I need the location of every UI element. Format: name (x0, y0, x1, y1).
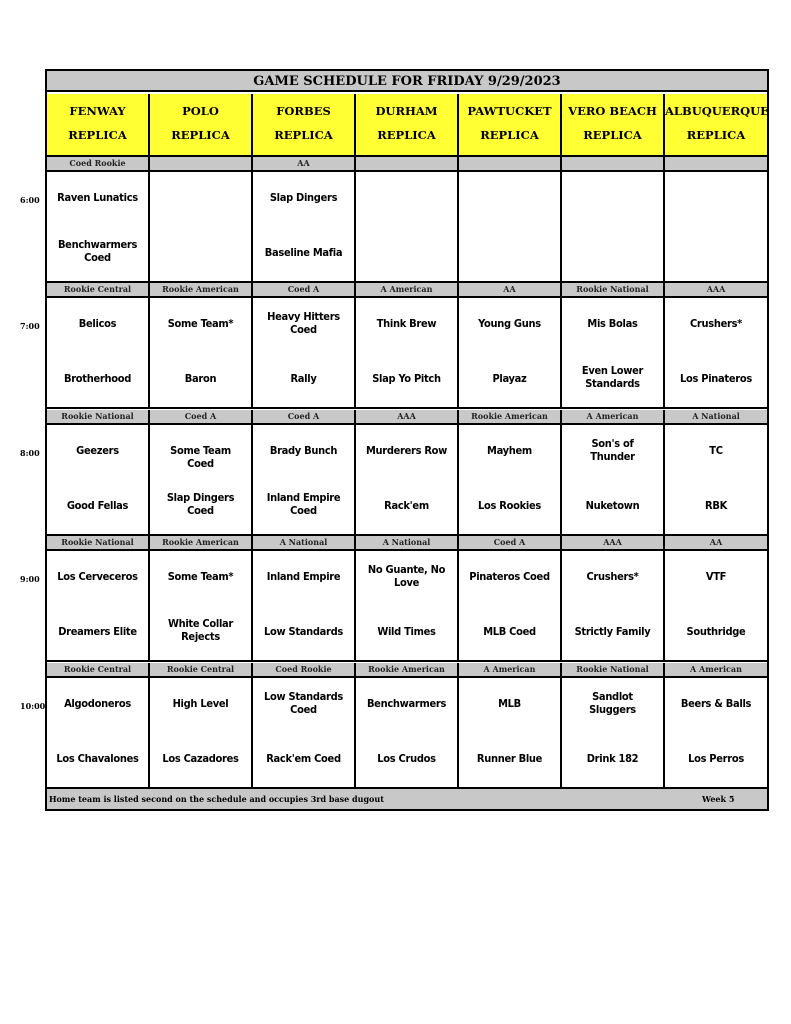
game-cell (665, 172, 767, 283)
time-label: 7:00 (20, 321, 40, 332)
division-label: A National (356, 536, 459, 551)
away-team: Murderers Row (365, 443, 448, 457)
home-team: Los Cazadores (162, 751, 239, 765)
away-team: Benchwarmers (366, 696, 447, 710)
field-header (150, 94, 253, 157)
home-team: Rack'em (384, 498, 429, 512)
home-team: Runner Blue (476, 751, 543, 765)
game-cell (150, 551, 253, 662)
away-team: TC (709, 443, 723, 457)
away-team: Slap Dingers (269, 191, 338, 204)
away-team: Algodoneros (64, 696, 131, 710)
home-team: Slap Yo Pitch (372, 372, 441, 386)
division-label: Rookie Central (47, 283, 150, 298)
field-subtitle: REPLICA (68, 128, 127, 142)
division-label: Rookie American (150, 536, 253, 551)
away-team: Brady Bunch (269, 443, 338, 457)
home-team: Baron (184, 372, 217, 386)
division-label: A National (665, 410, 767, 425)
field-subtitle: REPLICA (377, 128, 436, 142)
home-team: Low Standards (264, 625, 343, 639)
division-label: Rookie National (47, 536, 150, 551)
game-cell (47, 678, 150, 789)
game-cell (665, 678, 767, 789)
game-cell (150, 172, 253, 283)
division-label: A National (253, 536, 356, 551)
home-team: Los Rookies (478, 498, 541, 512)
game-cell (562, 172, 665, 283)
field-header (356, 94, 459, 157)
field-header (562, 94, 665, 157)
game-cell (47, 425, 150, 536)
field-header (253, 94, 356, 157)
division-label (356, 157, 459, 172)
home-team: Brotherhood (63, 372, 132, 386)
game-cell (253, 551, 356, 662)
home-team: Strictly Family (574, 625, 651, 639)
division-label: Rookie Central (47, 663, 150, 678)
home-team: Nuketown (585, 498, 640, 512)
division-label: Coed Rookie (47, 157, 150, 172)
division-label: AAA (356, 410, 459, 425)
game-cell (562, 298, 665, 409)
field-name: PAWTUCKET (467, 104, 552, 118)
time-label: 10:00 (20, 700, 46, 711)
division-label: AA (665, 536, 767, 551)
game-cell (47, 298, 150, 409)
away-team: Heavy Hitters Coed (267, 310, 340, 337)
division-label: A American (459, 663, 562, 678)
away-team: MLB (498, 696, 521, 710)
home-team: Southridge (686, 625, 746, 639)
away-team: Raven Lunatics (57, 191, 138, 204)
schedule-footer (47, 789, 767, 809)
away-team: Some Team Coed (170, 443, 231, 470)
home-team: Drink 182 (586, 751, 639, 765)
game-cell (356, 678, 459, 789)
schedule-title: GAME SCHEDULE FOR FRIDAY 9/29/2023 (47, 71, 767, 92)
home-team: MLB Coed (483, 625, 536, 639)
division-label: Rookie National (47, 410, 150, 425)
division-label: Rookie Central (150, 663, 253, 678)
game-cell (459, 551, 562, 662)
division-label: Coed A (253, 410, 356, 425)
game-cell (47, 172, 150, 283)
division-label: Rookie National (562, 283, 665, 298)
division-label: A American (562, 410, 665, 425)
field-name: VERO BEACH (568, 104, 657, 118)
field-name: FENWAY (69, 104, 126, 118)
home-team: Playaz (492, 372, 527, 386)
home-team: Inland Empire Coed (266, 490, 341, 517)
division-label: Coed Rookie (253, 663, 356, 678)
home-team: Rally (290, 372, 317, 386)
division-label (459, 157, 562, 172)
game-cell (665, 298, 767, 409)
game-cell (253, 298, 356, 409)
field-header (665, 94, 767, 157)
away-team: Beers & Balls (680, 696, 752, 710)
away-team: Mayhem (487, 443, 532, 457)
home-team: White Collar Rejects (167, 617, 234, 644)
field-name: FORBES (276, 104, 331, 118)
game-cell (665, 551, 767, 662)
field-subtitle: REPLICA (171, 128, 230, 142)
field-name: POLO (182, 104, 219, 118)
away-team: Geezers (76, 443, 119, 457)
home-team: Los Crudos (377, 751, 436, 765)
game-cell (253, 425, 356, 536)
week-label: Week 5 (702, 794, 735, 804)
game-cell (459, 425, 562, 536)
game-cell (253, 678, 356, 789)
game-cell (253, 172, 356, 283)
game-cell (356, 298, 459, 409)
away-team: VTF (705, 570, 727, 584)
division-label: Coed A (459, 536, 562, 551)
home-team: RBK (705, 498, 727, 512)
division-label: AAA (665, 283, 767, 298)
home-team: Los Pinateros (680, 372, 752, 386)
field-subtitle: REPLICA (480, 128, 539, 142)
home-team: Rack'em Coed (266, 751, 341, 765)
home-team: Los Chavalones (56, 751, 139, 765)
field-header (459, 94, 562, 157)
time-label: 6:00 (20, 195, 40, 205)
division-label (665, 157, 767, 172)
field-header (47, 94, 150, 157)
game-cell (150, 678, 253, 789)
division-label: A American (665, 663, 767, 678)
division-label: AA (459, 283, 562, 298)
field-subtitle: REPLICA (274, 128, 333, 142)
away-team: High Level (172, 696, 229, 710)
division-label: Coed A (150, 410, 253, 425)
division-label: Coed A (253, 283, 356, 298)
away-team: Mis Bolas (587, 317, 638, 331)
time-label: 9:00 (20, 574, 40, 585)
home-team: Dreamers Elite (58, 625, 137, 639)
game-cell (562, 551, 665, 662)
division-label: Rookie American (356, 663, 459, 678)
home-team: Slap Dingers Coed (166, 490, 235, 517)
home-team: Benchwarmers Coed (57, 238, 138, 264)
division-label: AAA (562, 536, 665, 551)
time-label: 8:00 (20, 447, 40, 458)
game-cell (356, 551, 459, 662)
game-cell (356, 172, 459, 283)
division-label: Rookie National (562, 663, 665, 678)
division-label (562, 157, 665, 172)
division-label: Rookie American (150, 283, 253, 298)
game-cell (150, 425, 253, 536)
game-cell (562, 678, 665, 789)
division-label: A American (356, 283, 459, 298)
division-label: AA (253, 157, 356, 172)
home-team: Baseline Mafia (264, 246, 343, 259)
game-cell (356, 425, 459, 536)
footer-note: Home team is listed second on the schedule and occupies 3rd base dugout (49, 794, 384, 804)
schedule-table (45, 69, 769, 811)
game-cell (562, 425, 665, 536)
away-team: Low Standards Coed (264, 689, 343, 716)
away-team: Pinateros Coed (469, 570, 550, 584)
away-team: Crushers* (586, 570, 639, 584)
field-name: ALBUQUERQUE (665, 104, 769, 118)
field-name: DURHAM (375, 104, 438, 118)
away-team: Son's of Thunder (590, 436, 635, 463)
division-label: Rookie American (459, 410, 562, 425)
game-cell (459, 172, 562, 283)
game-cell (665, 425, 767, 536)
division-label (150, 157, 253, 172)
home-team: Los Perros (688, 751, 744, 765)
game-cell (150, 298, 253, 409)
game-cell (459, 298, 562, 409)
away-team: Los Cerveceros (57, 570, 138, 584)
away-team: Crushers* (689, 317, 743, 331)
away-team: Some Team* (167, 570, 234, 584)
away-team: Think Brew (376, 317, 437, 331)
away-team: Young Guns (478, 317, 541, 331)
field-subtitle: REPLICA (583, 128, 642, 142)
home-team: Wild Times (377, 625, 436, 639)
field-subtitle: REPLICA (686, 128, 746, 142)
away-team: No Guante, No Love (367, 563, 446, 590)
away-team: Sandlot Sluggers (589, 689, 636, 716)
home-team: Good Fellas (66, 498, 129, 512)
game-cell (47, 551, 150, 662)
away-team: Some Team* (167, 317, 234, 331)
away-team: Belicos (78, 317, 117, 331)
home-team: Even Lower Standards (581, 364, 644, 391)
game-cell (459, 678, 562, 789)
away-team: Inland Empire (266, 570, 341, 584)
